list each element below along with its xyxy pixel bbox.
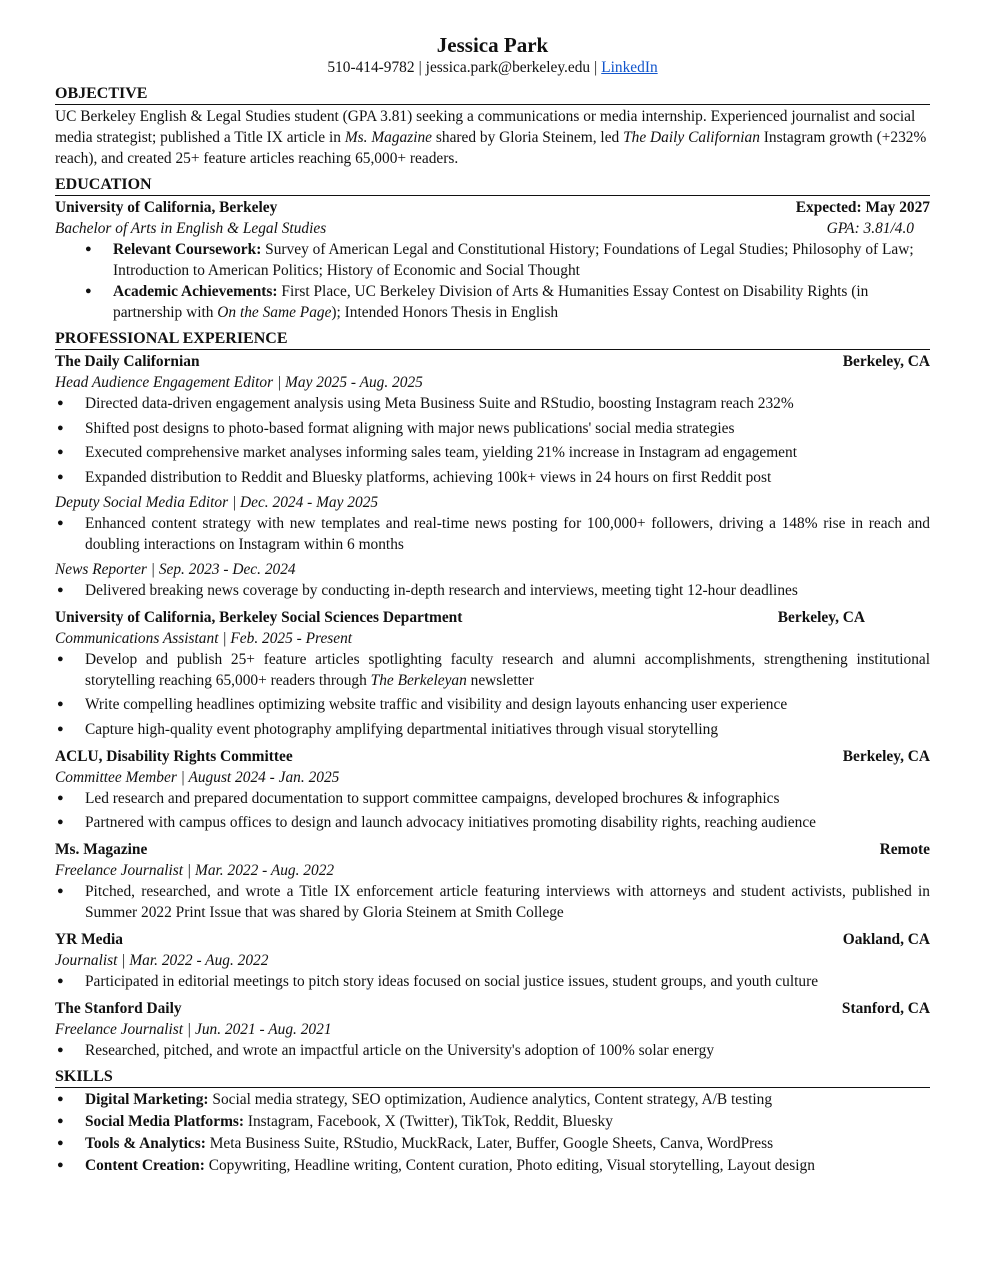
location: Remote (879, 841, 930, 858)
list-item: ● Digital Marketing: Social media strategy, SEO optimization, Audience analytics, Content strategy, A/B testing (55, 1089, 930, 1110)
objective-text: UC Berkeley English & Legal Studies student (GPA 3.81) seeking a communications or media internship. Experienced journalist and social media strategist; published a Title IX article in Ms. Magazine shared by Gloria Steinem, led The Daily Californian Instagram growth (+232% reach), and created 25+ feature articles reaching 65,000+ readers. (55, 108, 927, 167)
degree-title: Bachelor of Arts in English & Legal Studies (55, 220, 327, 237)
list-item: ● Academic Achievements: First Place, UC Berkeley Division of Arts & Humanities Essay Contest on Disability Rights (in partnership with On the Same Page); Intended Honors Thesis in English (55, 281, 930, 323)
separator: | (594, 59, 598, 76)
list-item: ● Develop and publish 25+ feature articles spotlighting faculty research and alumni accomplishments, strengthening institutional storytelling reaching 65,000+ readers through The Berkeleyan newsletter (55, 649, 930, 691)
experience-entry (55, 607, 930, 740)
experience-section (55, 329, 930, 1061)
education-bullets (55, 239, 930, 323)
list-item: ● Shifted post designs to photo-based format aligning with major news publications' social media strategies (55, 418, 930, 439)
list-item: ● Write compelling headlines optimizing website traffic and visibility and design layouts enhancing user experience (55, 694, 930, 715)
experience-entry (55, 929, 930, 992)
list-item: ● Social Media Platforms: Instagram, Facebook, X (Twitter), TikTok, Reddit, Bluesky (55, 1111, 930, 1132)
list-item: ● Participated in editorial meetings to pitch story ideas focused on social justice issues, student groups, and youth culture (55, 971, 930, 992)
list-item: ● Directed data-driven engagement analysis using Meta Business Suite and RStudio, boosting Instagram reach 232% (55, 393, 930, 414)
experience-entry (55, 351, 930, 601)
list-item: ● Content Creation: Copywriting, Headline writing, Content curation, Photo editing, Visual storytelling, Layout design (55, 1155, 930, 1176)
section-heading: PROFESSIONAL EXPERIENCE (55, 329, 930, 350)
list-item: ● Pitched, researched, and wrote a Title IX enforcement article featuring interviews with attorneys and student activists, published in Summer 2022 Print Issue that was shared by Gloria Steinem at Smith College (55, 881, 930, 923)
role-title: Head Audience Engagement Editor | May 2025 - Aug. 2025 (55, 374, 423, 391)
list-item: ● Tools & Analytics: Meta Business Suite, RStudio, MuckRack, Later, Buffer, Google Sheets, Canva, WordPress (55, 1133, 930, 1154)
list-item: ● Delivered breaking news coverage by conducting in-depth research and interviews, meeting tight 12-hour deadlines (55, 580, 930, 601)
list-item: ● Researched, pitched, and wrote an impactful article on the University's adoption of 100% solar energy (55, 1040, 930, 1061)
section-heading: EDUCATION (55, 175, 930, 196)
employer-name: ACLU, Disability Rights Committee (55, 747, 293, 765)
graduation-date: Expected: May 2027 (795, 199, 930, 216)
education-header (55, 197, 930, 218)
list-item: ● Enhanced content strategy with new templates and real-time news posting for 100,000+ followers, driving a 148% rise in reach and doubling interactions on Instagram within 6 months (55, 513, 930, 555)
role-title: Journalist | Mar. 2022 - Aug. 2022 (55, 952, 269, 969)
candidate-name: Jessica Park (436, 33, 549, 57)
gpa: GPA: 3.81/4.0 (826, 220, 914, 237)
employer-name: University of California, Berkeley Social Sciences Department (55, 608, 463, 626)
role-title: Freelance Journalist | Jun. 2021 - Aug. 2021 (55, 1021, 332, 1038)
contact-line (55, 58, 930, 78)
location: Berkeley, CA (842, 353, 930, 370)
objective-section (55, 84, 930, 169)
list-item: ● Expanded distribution to Reddit and Bluesky platforms, achieving 100k+ views in 24 hours on first Reddit post (55, 467, 930, 488)
separator: | (418, 59, 422, 76)
location: Berkeley, CA (842, 747, 930, 765)
employer-name: The Daily Californian (55, 353, 200, 370)
education-section (55, 175, 930, 323)
list-item: ● Executed comprehensive market analyses informing sales team, yielding 21% increase in Instagram ad engagement (55, 442, 930, 463)
role-title: Committee Member | August 2024 - Jan. 2025 (55, 768, 340, 786)
degree-row (55, 218, 930, 239)
experience-entry (55, 839, 930, 923)
experience-entry (55, 746, 930, 834)
employer-name: YR Media (55, 931, 123, 948)
resume-page (55, 32, 930, 1177)
school-name: University of California, Berkeley (55, 199, 278, 216)
list-item: ● Led research and prepared documentation to support committee campaigns, developed brochures & infographics (55, 788, 930, 809)
employer-name: Ms. Magazine (55, 841, 148, 858)
employer-name: The Stanford Daily (55, 1000, 182, 1017)
section-heading: SKILLS (55, 1067, 930, 1088)
location: Stanford, CA (841, 1000, 930, 1017)
role-title: Communications Assistant | Feb. 2025 - Present (55, 629, 353, 647)
role-title: News Reporter | Sep. 2023 - Dec. 2024 (55, 560, 296, 578)
phone-number: 510-414-9782 (327, 59, 415, 76)
email-address: jessica.park@berkeley.edu (425, 59, 591, 76)
section-heading: OBJECTIVE (55, 84, 930, 105)
list-item: ● Capture high-quality event photography amplifying departmental initiatives through visual storytelling (55, 719, 930, 740)
role-title: Deputy Social Media Editor | Dec. 2024 - May 2025 (55, 493, 379, 511)
skills-section (55, 1067, 930, 1176)
location: Oakland, CA (842, 931, 930, 948)
list-item: ● Relevant Coursework: Survey of American Legal and Constitutional History; Foundations of Legal Studies; Philosophy of Law; Introduction to American Politics; History of Economic and Social Thought (55, 239, 930, 281)
linkedin-link[interactable]: LinkedIn (601, 59, 658, 76)
experience-entry (55, 998, 930, 1061)
location: Berkeley, CA (777, 608, 865, 626)
list-item: ● Partnered with campus offices to design and launch advocacy initiatives promoting disability rights, reaching audience (55, 812, 930, 833)
role-title: Freelance Journalist | Mar. 2022 - Aug. 2022 (55, 862, 335, 879)
